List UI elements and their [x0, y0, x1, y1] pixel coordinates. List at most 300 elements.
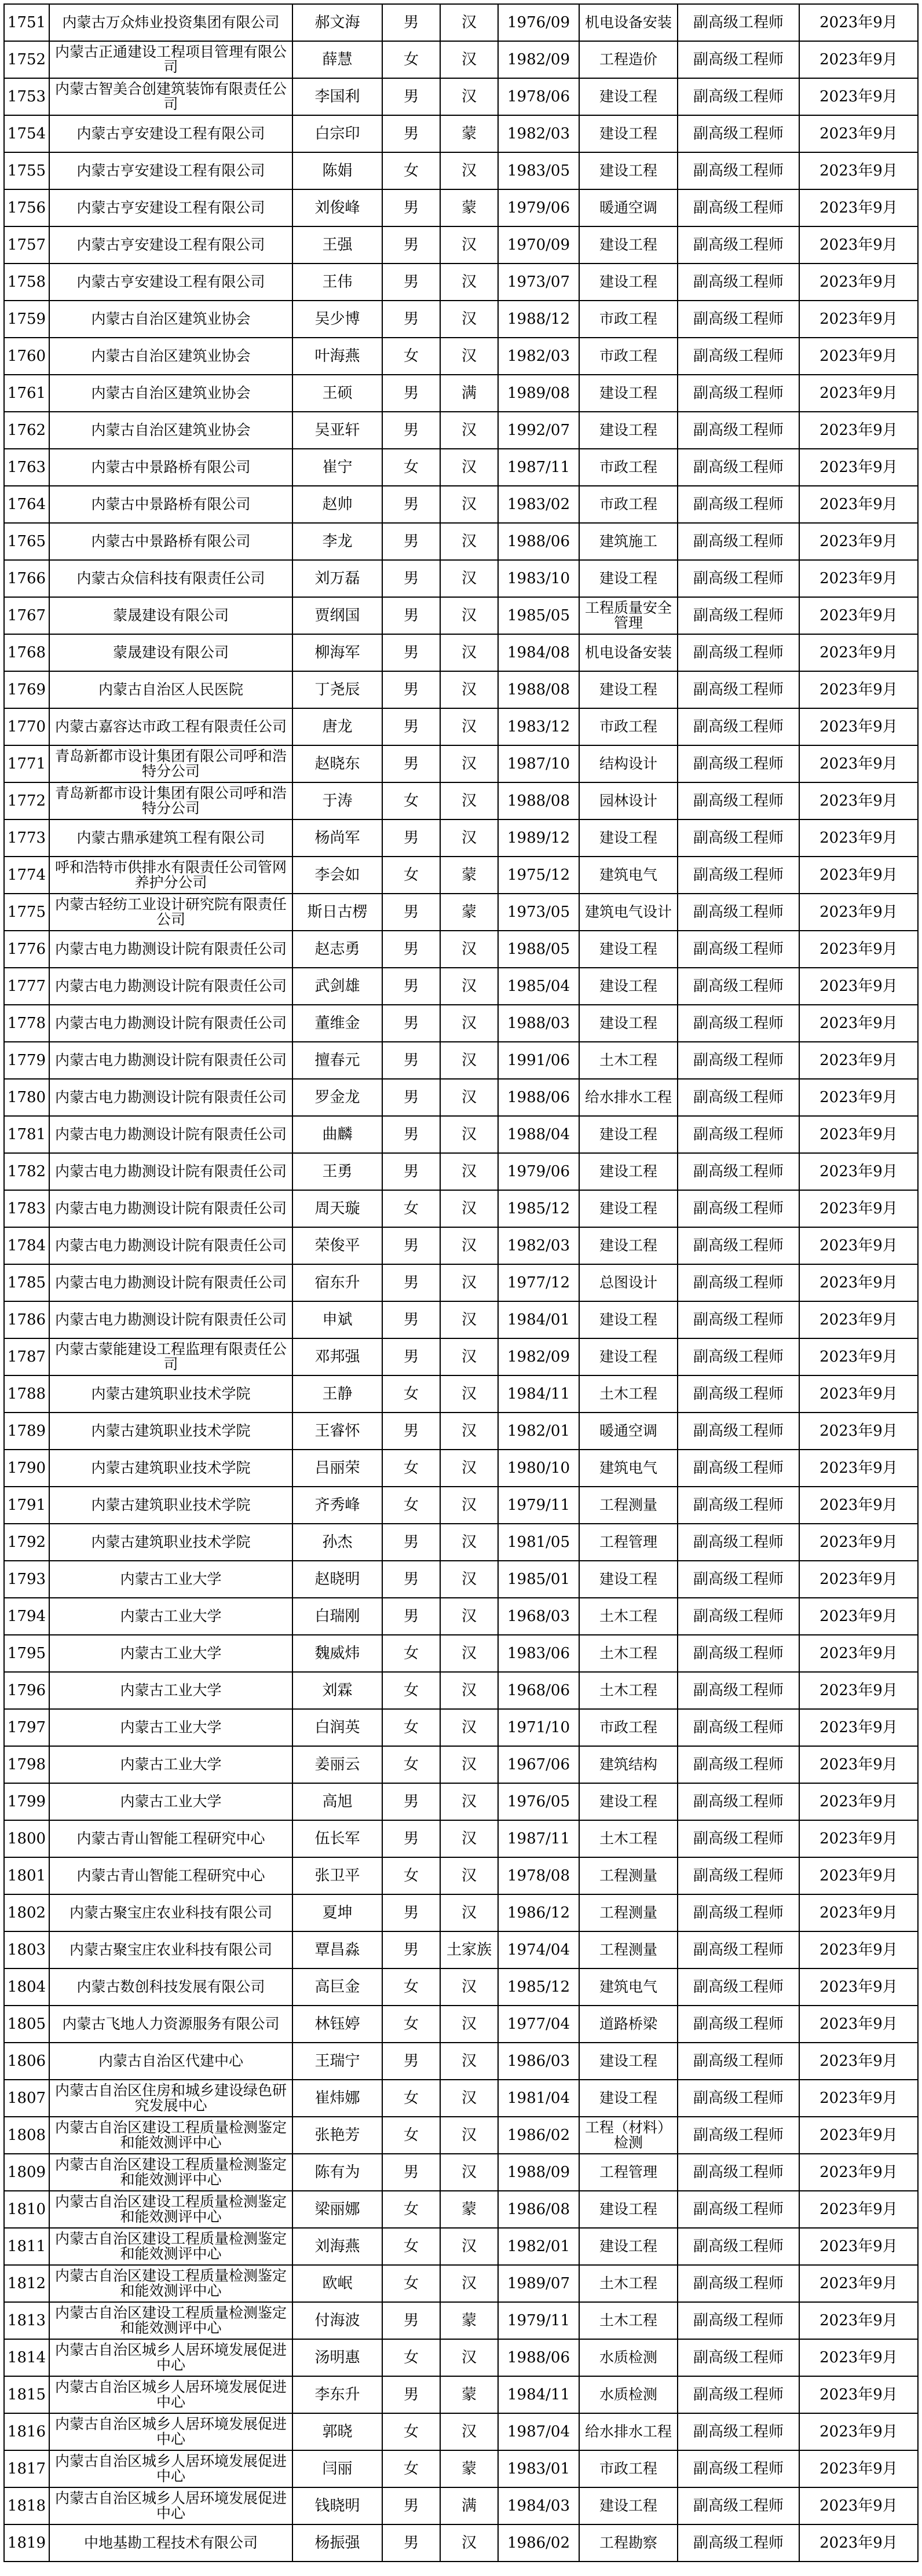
serial-number-cell: 1798: [4, 1746, 49, 1783]
title-level-cell: 副高级工程师: [678, 671, 799, 708]
serial-number-cell: 1757: [4, 226, 49, 264]
gender-cell: 女: [382, 1709, 440, 1746]
gender-cell: 男: [382, 1894, 440, 1931]
gender-cell: 男: [382, 486, 440, 523]
major-cell: 工程测量: [579, 1487, 678, 1524]
birth-date-cell: 1977/12: [498, 1264, 579, 1301]
title-level-cell: 副高级工程师: [678, 2450, 799, 2487]
ethnicity-cell: 汉: [440, 2339, 498, 2376]
gender-cell: 男: [382, 2043, 440, 2080]
major-cell: 市政工程: [579, 449, 678, 486]
serial-number-cell: 1795: [4, 1635, 49, 1672]
major-cell: 道路桥梁: [579, 2006, 678, 2043]
major-cell: 土木工程: [579, 2265, 678, 2302]
approval-date-cell: 2023年9月: [799, 2450, 918, 2487]
major-cell: 建设工程: [579, 375, 678, 412]
approval-date-cell: 2023年9月: [799, 2006, 918, 2043]
table-row: [4, 486, 918, 523]
table-row: [4, 301, 918, 338]
serial-number-cell: 1779: [4, 1042, 49, 1079]
serial-number-cell: 1780: [4, 1079, 49, 1116]
gender-cell: 男: [382, 2487, 440, 2524]
title-level-cell: 副高级工程师: [678, 1524, 799, 1561]
company-name-cell: 内蒙古电力勘测设计院有限责任公司: [49, 1190, 292, 1227]
table-row: [4, 560, 918, 597]
table-row: [4, 597, 918, 634]
major-cell: 建设工程: [579, 1561, 678, 1598]
ethnicity-cell: 汉: [440, 1413, 498, 1450]
approval-date-cell: 2023年9月: [799, 1487, 918, 1524]
person-name-cell: 付海波: [292, 2302, 382, 2339]
approval-date-cell: 2023年9月: [799, 634, 918, 671]
birth-date-cell: 1988/05: [498, 931, 579, 968]
title-level-cell: 副高级工程师: [678, 2339, 799, 2376]
major-cell: 工程测量: [579, 1894, 678, 1931]
ethnicity-cell: 汉: [440, 264, 498, 301]
ethnicity-cell: 汉: [440, 523, 498, 560]
ethnicity-cell: 汉: [440, 2117, 498, 2154]
table-row: [4, 671, 918, 708]
birth-date-cell: 1968/03: [498, 1598, 579, 1635]
title-level-cell: 副高级工程师: [678, 1450, 799, 1487]
table-row: [4, 708, 918, 745]
title-level-cell: 副高级工程师: [678, 1190, 799, 1227]
approval-date-cell: 2023年9月: [799, 2302, 918, 2339]
major-cell: 建设工程: [579, 2043, 678, 2080]
gender-cell: 女: [382, 782, 440, 819]
birth-date-cell: 1987/04: [498, 2413, 579, 2450]
table-row: [4, 1450, 918, 1487]
serial-number-cell: 1785: [4, 1264, 49, 1301]
serial-number-cell: 1799: [4, 1783, 49, 1820]
approval-date-cell: 2023年9月: [799, 1153, 918, 1190]
birth-date-cell: 1985/12: [498, 1190, 579, 1227]
table-row: [4, 1820, 918, 1857]
ethnicity-cell: 蒙: [440, 189, 498, 226]
approval-date-cell: 2023年9月: [799, 1598, 918, 1635]
table-row: [4, 1635, 918, 1672]
company-name-cell: 内蒙古建筑职业技术学院: [49, 1413, 292, 1450]
serial-number-cell: 1790: [4, 1450, 49, 1487]
company-name-cell: 青岛新都市设计集团有限公司呼和浩特分公司: [49, 782, 292, 819]
person-name-cell: 柳海军: [292, 634, 382, 671]
serial-number-cell: 1809: [4, 2154, 49, 2191]
company-name-cell: 内蒙古工业大学: [49, 1672, 292, 1709]
company-name-cell: 内蒙古工业大学: [49, 1746, 292, 1783]
title-level-cell: 副高级工程师: [678, 782, 799, 819]
person-name-cell: 陈娟: [292, 152, 382, 189]
person-name-cell: 宿东升: [292, 1264, 382, 1301]
serial-number-cell: 1814: [4, 2339, 49, 2376]
ethnicity-cell: 汉: [440, 819, 498, 857]
major-cell: 建筑施工: [579, 523, 678, 560]
person-name-cell: 刘霖: [292, 1672, 382, 1709]
person-name-cell: 邓邦强: [292, 1338, 382, 1375]
gender-cell: 男: [382, 1079, 440, 1116]
gender-cell: 男: [382, 301, 440, 338]
gender-cell: 女: [382, 2080, 440, 2117]
table-row: [4, 449, 918, 486]
title-level-cell: 副高级工程师: [678, 115, 799, 152]
title-level-cell: 副高级工程师: [678, 1820, 799, 1857]
title-level-cell: 副高级工程师: [678, 486, 799, 523]
title-level-cell: 副高级工程师: [678, 41, 799, 78]
ethnicity-cell: 汉: [440, 1338, 498, 1375]
company-name-cell: 内蒙古亨安建设工程有限公司: [49, 264, 292, 301]
table-row: [4, 1857, 918, 1894]
birth-date-cell: 1978/08: [498, 1857, 579, 1894]
approval-date-cell: 2023年9月: [799, 1783, 918, 1820]
major-cell: 建设工程: [579, 1301, 678, 1338]
person-name-cell: 吴亚轩: [292, 412, 382, 449]
ethnicity-cell: 蒙: [440, 857, 498, 894]
major-cell: 建设工程: [579, 931, 678, 968]
birth-date-cell: 1973/07: [498, 264, 579, 301]
serial-number-cell: 1804: [4, 1968, 49, 2006]
birth-date-cell: 1988/04: [498, 1116, 579, 1153]
ethnicity-cell: 蒙: [440, 2376, 498, 2413]
table-row: [4, 745, 918, 782]
person-name-cell: 叶海燕: [292, 338, 382, 375]
title-level-cell: 副高级工程师: [678, 1635, 799, 1672]
title-level-cell: 副高级工程师: [678, 560, 799, 597]
title-level-cell: 副高级工程师: [678, 1931, 799, 1968]
serial-number-cell: 1751: [4, 4, 49, 41]
birth-date-cell: 1985/05: [498, 597, 579, 634]
title-level-cell: 副高级工程师: [678, 894, 799, 931]
person-name-cell: 擅春元: [292, 1042, 382, 1079]
person-name-cell: 张艳芳: [292, 2117, 382, 2154]
title-level-cell: 副高级工程师: [678, 189, 799, 226]
gender-cell: 男: [382, 1116, 440, 1153]
major-cell: 建设工程: [579, 115, 678, 152]
birth-date-cell: 1986/08: [498, 2191, 579, 2228]
company-name-cell: 内蒙古电力勘测设计院有限责任公司: [49, 1264, 292, 1301]
title-level-cell: 副高级工程师: [678, 2006, 799, 2043]
birth-date-cell: 1982/09: [498, 1338, 579, 1375]
company-name-cell: 内蒙古自治区建筑业协会: [49, 301, 292, 338]
gender-cell: 男: [382, 634, 440, 671]
title-level-cell: 副高级工程师: [678, 1375, 799, 1413]
serial-number-cell: 1764: [4, 486, 49, 523]
serial-number-cell: 1796: [4, 1672, 49, 1709]
birth-date-cell: 1980/10: [498, 1450, 579, 1487]
ethnicity-cell: 汉: [440, 2524, 498, 2562]
gender-cell: 女: [382, 1672, 440, 1709]
major-cell: 市政工程: [579, 486, 678, 523]
gender-cell: 女: [382, 1635, 440, 1672]
table-row: [4, 4, 918, 41]
approval-date-cell: 2023年9月: [799, 115, 918, 152]
table-row: [4, 1487, 918, 1524]
ethnicity-cell: 汉: [440, 1820, 498, 1857]
table-row: [4, 41, 918, 78]
person-name-cell: 钱晓明: [292, 2487, 382, 2524]
approval-date-cell: 2023年9月: [799, 1005, 918, 1042]
serial-number-cell: 1808: [4, 2117, 49, 2154]
gender-cell: 男: [382, 1931, 440, 1968]
major-cell: 土木工程: [579, 1375, 678, 1413]
gender-cell: 男: [382, 1042, 440, 1079]
major-cell: 建设工程: [579, 968, 678, 1005]
approval-date-cell: 2023年9月: [799, 1227, 918, 1264]
company-name-cell: 内蒙古自治区人民医院: [49, 671, 292, 708]
major-cell: 工程测量: [579, 1857, 678, 1894]
table-row: [4, 1413, 918, 1450]
personnel-table: [3, 3, 919, 2562]
table-row: [4, 78, 918, 115]
person-name-cell: 贾纲国: [292, 597, 382, 634]
approval-date-cell: 2023年9月: [799, 1746, 918, 1783]
gender-cell: 女: [382, 2117, 440, 2154]
table-row: [4, 1190, 918, 1227]
company-name-cell: 内蒙古电力勘测设计院有限责任公司: [49, 1079, 292, 1116]
gender-cell: 女: [382, 449, 440, 486]
gender-cell: 男: [382, 931, 440, 968]
birth-date-cell: 1988/09: [498, 2154, 579, 2191]
table-row: [4, 226, 918, 264]
title-level-cell: 副高级工程师: [678, 1561, 799, 1598]
birth-date-cell: 1988/03: [498, 1005, 579, 1042]
birth-date-cell: 1989/08: [498, 375, 579, 412]
serial-number-cell: 1783: [4, 1190, 49, 1227]
ethnicity-cell: 蒙: [440, 2191, 498, 2228]
approval-date-cell: 2023年9月: [799, 1709, 918, 1746]
ethnicity-cell: 汉: [440, 560, 498, 597]
major-cell: 工程勘察: [579, 2524, 678, 2562]
ethnicity-cell: 汉: [440, 1894, 498, 1931]
approval-date-cell: 2023年9月: [799, 2117, 918, 2154]
person-name-cell: 刘海燕: [292, 2228, 382, 2265]
table-row: [4, 1079, 918, 1116]
birth-date-cell: 1983/12: [498, 708, 579, 745]
approval-date-cell: 2023年9月: [799, 2080, 918, 2117]
serial-number-cell: 1778: [4, 1005, 49, 1042]
serial-number-cell: 1771: [4, 745, 49, 782]
birth-date-cell: 1983/01: [498, 2450, 579, 2487]
table-row: [4, 152, 918, 189]
ethnicity-cell: 汉: [440, 2228, 498, 2265]
gender-cell: 男: [382, 968, 440, 1005]
company-name-cell: 内蒙古工业大学: [49, 1561, 292, 1598]
person-name-cell: 赵志勇: [292, 931, 382, 968]
person-name-cell: 薛慧: [292, 41, 382, 78]
ethnicity-cell: 汉: [440, 412, 498, 449]
title-level-cell: 副高级工程师: [678, 301, 799, 338]
gender-cell: 女: [382, 152, 440, 189]
table-row: [4, 2191, 918, 2228]
approval-date-cell: 2023年9月: [799, 2413, 918, 2450]
birth-date-cell: 1984/03: [498, 2487, 579, 2524]
title-level-cell: 副高级工程师: [678, 412, 799, 449]
gender-cell: 女: [382, 1450, 440, 1487]
company-name-cell: 内蒙古自治区建设工程质量检测鉴定和能效测评中心: [49, 2191, 292, 2228]
major-cell: 建设工程: [579, 226, 678, 264]
ethnicity-cell: 汉: [440, 597, 498, 634]
major-cell: 土木工程: [579, 1635, 678, 1672]
company-name-cell: 内蒙古智美合创建筑装饰有限责任公司: [49, 78, 292, 115]
major-cell: 总图设计: [579, 1264, 678, 1301]
birth-date-cell: 1988/06: [498, 2339, 579, 2376]
table-row: [4, 1375, 918, 1413]
table-row: [4, 2524, 918, 2562]
table-row: [4, 523, 918, 560]
company-name-cell: 内蒙古电力勘测设计院有限责任公司: [49, 1153, 292, 1190]
birth-date-cell: 1988/08: [498, 671, 579, 708]
title-level-cell: 副高级工程师: [678, 152, 799, 189]
title-level-cell: 副高级工程师: [678, 1709, 799, 1746]
title-level-cell: 副高级工程师: [678, 1968, 799, 2006]
person-name-cell: 齐秀峰: [292, 1487, 382, 1524]
major-cell: 建设工程: [579, 2191, 678, 2228]
ethnicity-cell: 汉: [440, 1487, 498, 1524]
title-level-cell: 副高级工程师: [678, 1227, 799, 1264]
ethnicity-cell: 汉: [440, 2080, 498, 2117]
table-row: [4, 2339, 918, 2376]
gender-cell: 男: [382, 412, 440, 449]
birth-date-cell: 1983/05: [498, 152, 579, 189]
table-body: [4, 4, 918, 2562]
person-name-cell: 申斌: [292, 1301, 382, 1338]
serial-number-cell: 1792: [4, 1524, 49, 1561]
table-row: [4, 2228, 918, 2265]
title-level-cell: 副高级工程师: [678, 2302, 799, 2339]
gender-cell: 男: [382, 745, 440, 782]
title-level-cell: 副高级工程师: [678, 1413, 799, 1450]
company-name-cell: 内蒙古青山智能工程研究中心: [49, 1820, 292, 1857]
company-name-cell: 内蒙古电力勘测设计院有限责任公司: [49, 968, 292, 1005]
approval-date-cell: 2023年9月: [799, 1931, 918, 1968]
ethnicity-cell: 汉: [440, 338, 498, 375]
birth-date-cell: 1983/02: [498, 486, 579, 523]
serial-number-cell: 1759: [4, 301, 49, 338]
ethnicity-cell: 汉: [440, 486, 498, 523]
approval-date-cell: 2023年9月: [799, 301, 918, 338]
gender-cell: 女: [382, 857, 440, 894]
birth-date-cell: 1977/04: [498, 2006, 579, 2043]
major-cell: 暖通空调: [579, 189, 678, 226]
company-name-cell: 内蒙古自治区代建中心: [49, 2043, 292, 2080]
ethnicity-cell: 汉: [440, 1968, 498, 2006]
approval-date-cell: 2023年9月: [799, 1116, 918, 1153]
company-name-cell: 内蒙古自治区建设工程质量检测鉴定和能效测评中心: [49, 2117, 292, 2154]
gender-cell: 男: [382, 1524, 440, 1561]
birth-date-cell: 1984/11: [498, 1375, 579, 1413]
serial-number-cell: 1813: [4, 2302, 49, 2339]
title-level-cell: 副高级工程师: [678, 2043, 799, 2080]
serial-number-cell: 1768: [4, 634, 49, 671]
gender-cell: 男: [382, 264, 440, 301]
company-name-cell: 内蒙古自治区建设工程质量检测鉴定和能效测评中心: [49, 2154, 292, 2191]
approval-date-cell: 2023年9月: [799, 2376, 918, 2413]
major-cell: 工程测量: [579, 1931, 678, 1968]
gender-cell: 男: [382, 1783, 440, 1820]
company-name-cell: 内蒙古正通建设工程项目管理有限公司: [49, 41, 292, 78]
major-cell: 市政工程: [579, 301, 678, 338]
table-row: [4, 2450, 918, 2487]
gender-cell: 男: [382, 375, 440, 412]
approval-date-cell: 2023年9月: [799, 1561, 918, 1598]
major-cell: 工程造价: [579, 41, 678, 78]
table-row: [4, 1524, 918, 1561]
serial-number-cell: 1787: [4, 1338, 49, 1375]
person-name-cell: 王睿怀: [292, 1413, 382, 1450]
approval-date-cell: 2023年9月: [799, 2265, 918, 2302]
major-cell: 建设工程: [579, 2080, 678, 2117]
gender-cell: 男: [382, 1561, 440, 1598]
major-cell: 工程管理: [579, 2154, 678, 2191]
table-row: [4, 782, 918, 819]
gender-cell: 女: [382, 1190, 440, 1227]
gender-cell: 女: [382, 2450, 440, 2487]
person-name-cell: 王强: [292, 226, 382, 264]
birth-date-cell: 1979/06: [498, 189, 579, 226]
person-name-cell: 高巨金: [292, 1968, 382, 2006]
title-level-cell: 副高级工程师: [678, 1042, 799, 1079]
birth-date-cell: 1984/01: [498, 1301, 579, 1338]
title-level-cell: 副高级工程师: [678, 2191, 799, 2228]
title-level-cell: 副高级工程师: [678, 857, 799, 894]
person-name-cell: 欧岷: [292, 2265, 382, 2302]
serial-number-cell: 1769: [4, 671, 49, 708]
approval-date-cell: 2023年9月: [799, 968, 918, 1005]
company-name-cell: 内蒙古数创科技发展有限公司: [49, 1968, 292, 2006]
serial-number-cell: 1752: [4, 41, 49, 78]
ethnicity-cell: 汉: [440, 745, 498, 782]
approval-date-cell: 2023年9月: [799, 1635, 918, 1672]
company-name-cell: 内蒙古自治区建设工程质量检测鉴定和能效测评中心: [49, 2265, 292, 2302]
ethnicity-cell: 满: [440, 375, 498, 412]
person-name-cell: 汤明惠: [292, 2339, 382, 2376]
birth-date-cell: 1986/02: [498, 2117, 579, 2154]
table-row: [4, 968, 918, 1005]
approval-date-cell: 2023年9月: [799, 264, 918, 301]
approval-date-cell: 2023年9月: [799, 1079, 918, 1116]
table-row: [4, 2487, 918, 2524]
company-name-cell: 内蒙古电力勘测设计院有限责任公司: [49, 1301, 292, 1338]
company-name-cell: 内蒙古青山智能工程研究中心: [49, 1857, 292, 1894]
ethnicity-cell: 汉: [440, 4, 498, 41]
company-name-cell: 内蒙古自治区城乡人居环境发展促进中心: [49, 2487, 292, 2524]
gender-cell: 男: [382, 2302, 440, 2339]
approval-date-cell: 2023年9月: [799, 412, 918, 449]
ethnicity-cell: 蒙: [440, 894, 498, 931]
title-level-cell: 副高级工程师: [678, 2154, 799, 2191]
major-cell: 工程质量安全管理: [579, 597, 678, 634]
person-name-cell: 陈有为: [292, 2154, 382, 2191]
person-name-cell: 武剑雄: [292, 968, 382, 1005]
title-level-cell: 副高级工程师: [678, 1005, 799, 1042]
company-name-cell: 内蒙古众信科技有限责任公司: [49, 560, 292, 597]
approval-date-cell: 2023年9月: [799, 1820, 918, 1857]
birth-date-cell: 1979/06: [498, 1153, 579, 1190]
person-name-cell: 吴少博: [292, 301, 382, 338]
birth-date-cell: 1988/12: [498, 301, 579, 338]
serial-number-cell: 1815: [4, 2376, 49, 2413]
title-level-cell: 副高级工程师: [678, 2265, 799, 2302]
serial-number-cell: 1803: [4, 1931, 49, 1968]
serial-number-cell: 1817: [4, 2450, 49, 2487]
person-name-cell: 魏威炜: [292, 1635, 382, 1672]
approval-date-cell: 2023年9月: [799, 2191, 918, 2228]
gender-cell: 男: [382, 1338, 440, 1375]
person-name-cell: 赵帅: [292, 486, 382, 523]
person-name-cell: 林钰婷: [292, 2006, 382, 2043]
birth-date-cell: 1985/01: [498, 1561, 579, 1598]
major-cell: 建设工程: [579, 1783, 678, 1820]
person-name-cell: 刘万磊: [292, 560, 382, 597]
table-row: [4, 1042, 918, 1079]
